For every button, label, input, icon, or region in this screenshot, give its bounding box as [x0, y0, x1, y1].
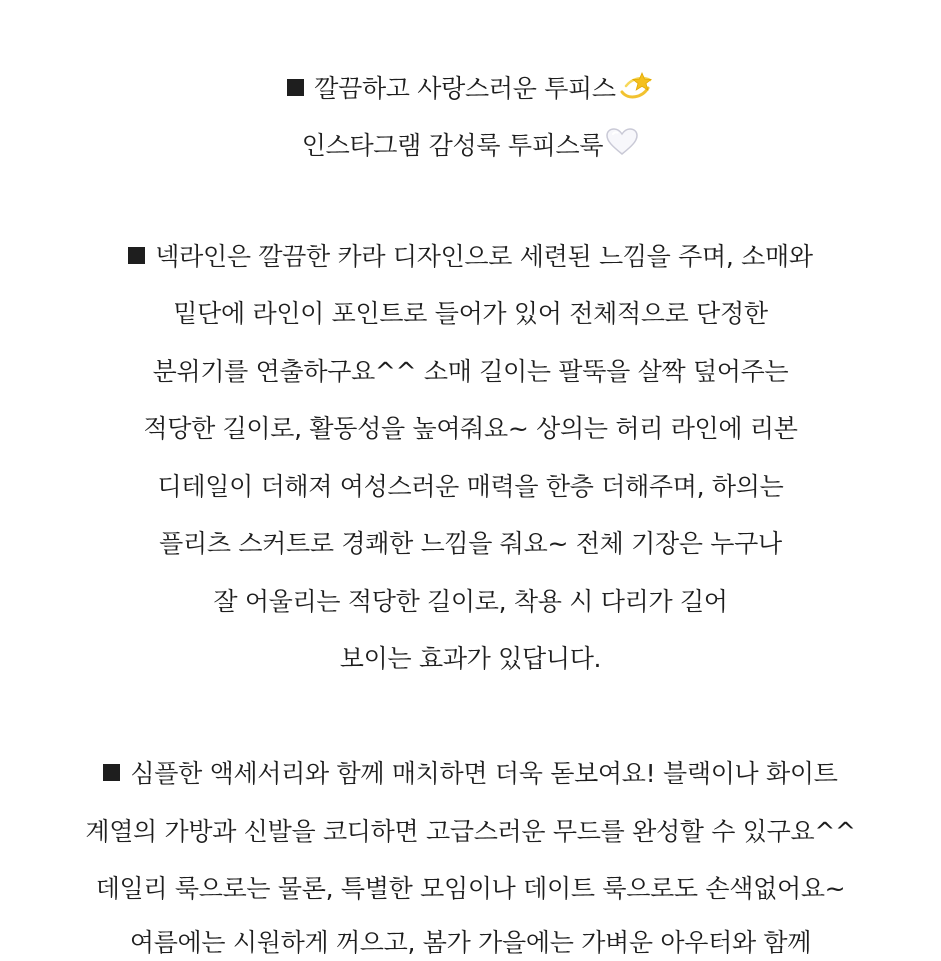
paragraph-3-line-3: 데일리 룩으로는 물론, 특별한 모임이나 데이트 룩으로도 손색없어요~ [95, 874, 846, 903]
paragraph-2-line-7: 잘 어울리는 적당한 길이로, 착용 시 다리가 길어 [213, 587, 728, 616]
black-square-bullet-icon [128, 247, 145, 264]
paragraph-3-line-1-text: 심플한 액세서리와 함께 매치하면 더욱 돋보여요! 블랙이나 화이트 [130, 759, 838, 788]
black-square-bullet-icon [103, 764, 120, 781]
paragraph-2-line-1-text: 넥라인은 깔끔한 카라 디자인으로 세련된 느낌을 주며, 소매와 [155, 242, 813, 271]
paragraph-2-line-1 [0, 239, 941, 275]
paragraph-3-line-1 [0, 756, 941, 792]
paragraph-2-line-5: 디테일이 더해져 여성스러운 매력을 한층 더해주며, 하의는 [157, 472, 784, 501]
paragraph-2-line-6: 플리츠 스커트로 경쾌한 느낌을 줘요~ 전체 기장은 누구나 [159, 529, 782, 558]
headline-2 [0, 127, 941, 167]
headline-2-text: 인스타그램 감성룩 투피스룩 [301, 131, 604, 160]
paragraph-2-line-8: 보이는 효과가 있답니다. [339, 644, 602, 673]
dizzy-star-icon [618, 70, 654, 110]
black-square-bullet-icon [287, 79, 304, 96]
paragraph-2-line-2: 밑단에 라인이 포인트로 들어가 있어 전체적으로 단정한 [173, 299, 768, 328]
paragraph-2-line-4: 적당한 길이로, 활동성을 높여줘요~ 상의는 허리 라인에 리본 [143, 414, 798, 443]
paragraph-3-line-4: 여름에는 시원하게 꺼으고, 봄가 가을에는 가벼운 아우터와 함께 [129, 928, 812, 957]
white-heart-icon [605, 127, 639, 167]
paragraph-3-line-2: 계열의 가방과 신발을 코디하면 고급스러운 무드를 완성할 수 있구요^^ [85, 817, 856, 846]
headline-1 [0, 70, 941, 110]
headline-1-text: 깔끔하고 사랑스러운 투피스 [314, 74, 616, 103]
paragraph-2-line-3: 분위기를 연출하구요^^ 소매 길이는 팔뚝을 살짝 덮어주는 [152, 357, 789, 386]
